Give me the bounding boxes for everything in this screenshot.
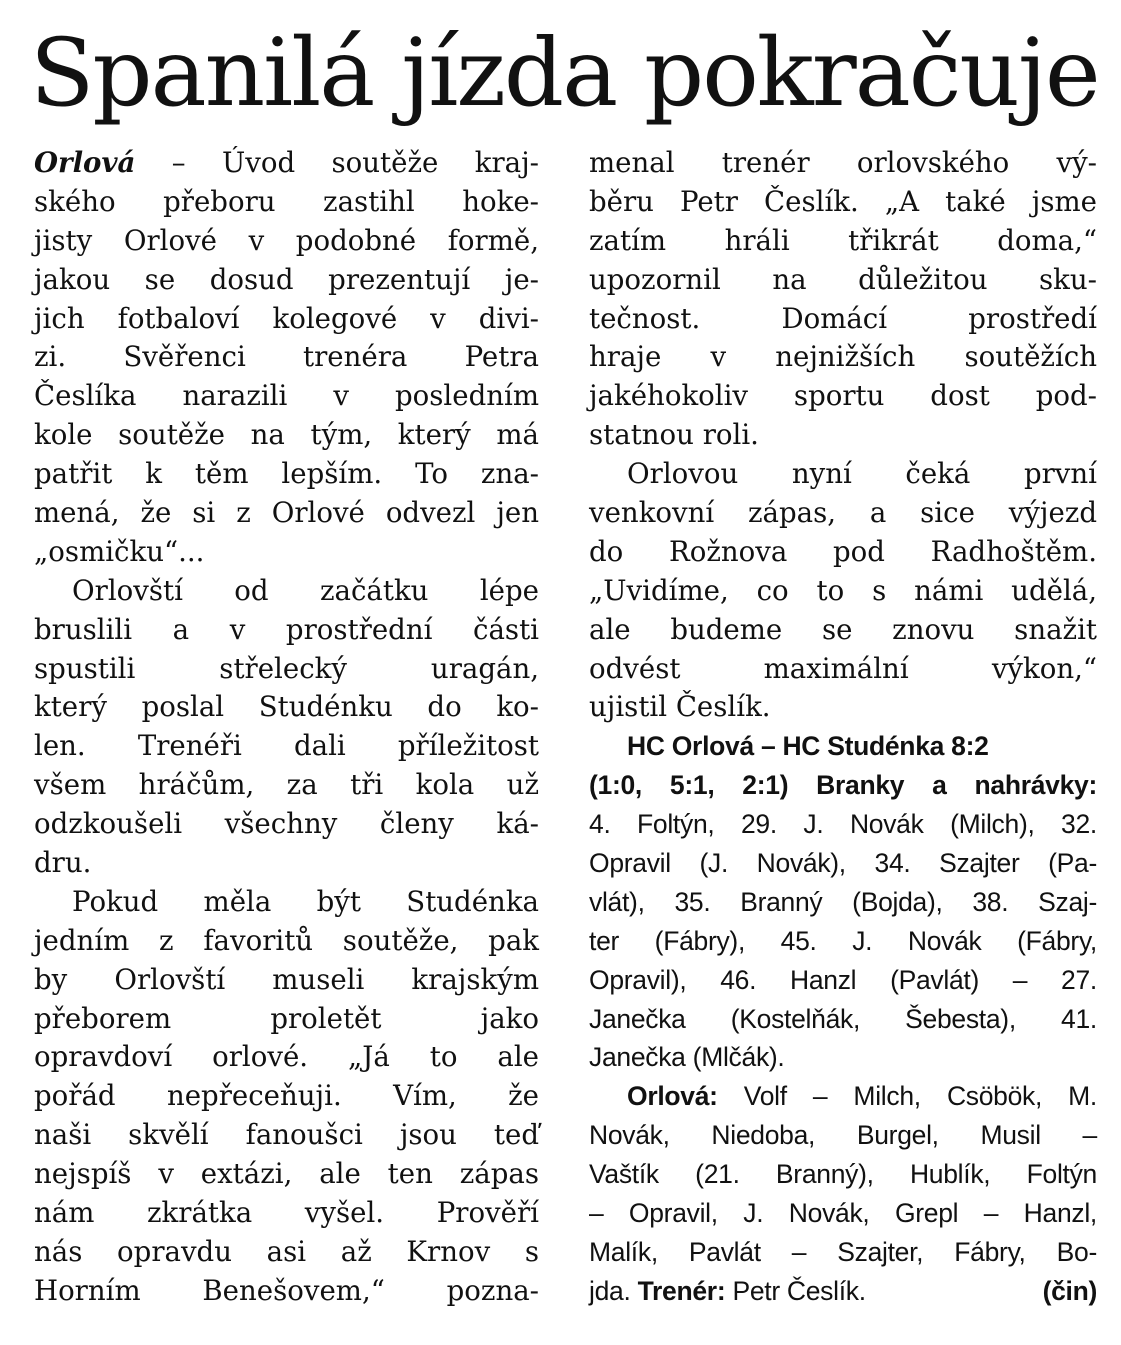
text-line: dru. [34,846,92,880]
text-line: Orlovští od začátku lépe [72,573,539,607]
text-line: jisty Orlové v podobné formě, [34,223,539,257]
text-line: všem hráčům, za tři kola už [34,768,539,802]
right-column-text [589,144,1097,727]
text-line: spustili střelecký uragán, [34,651,539,685]
right-column [589,144,1097,1311]
text-line: ale budeme se znovu snažit [589,612,1097,646]
text-line: jedním z favoritů soutěže, pak [34,923,539,957]
text-line: nás opravdu asi až Krnov s [34,1234,539,1268]
text-line: jakou se dosud prezentují je- [34,262,539,296]
text-line: zi. Svěřenci trenéra Petra [34,340,539,374]
text-line: statnou roli. [589,418,759,452]
coach-name: Petr Česlík. [732,1275,866,1306]
text-line: jich fotbaloví kolegové v divi- [34,301,539,335]
lineup-line: Malík, Pavlát – Szajter, Fábry, Bo- [589,1236,1097,1267]
lineup-last-line [589,1272,1097,1311]
text-line: Orlovou nyní čeká první [627,457,1097,491]
dateline-text: – Úvod soutěže kraj- [135,146,539,179]
text-line: přeborem proletět jako [34,1001,539,1035]
text-line: „osmičku“... [34,534,205,568]
text-line: (1:0, 5:1, 2:1) Branky a nahrávky: [589,770,1097,801]
text-line: upozornil na důležitou sku- [589,262,1097,296]
text-line: naši skvělí fanoušci jsou teď [34,1118,539,1152]
match-result-box [589,727,1097,1077]
text-line: mená, že si z Orlové odvezl jen [34,496,539,530]
text-line: Pokud měla být Studénka [72,884,539,918]
team-lineup [589,1077,1097,1271]
text-line: který poslal Studénku do ko- [34,690,539,724]
text-line: 4. Foltýn, 29. J. Novák (Milch), 32. [589,809,1097,840]
text-line: tečnost. Domácí prostředí [589,301,1097,335]
text-line: opravdoví orlové. „Já to ale [34,1040,539,1074]
text-line: nám zkrátka vyšel. Prověří [34,1196,539,1230]
text-line: hraje v nejnižších soutěžích [589,340,1097,374]
text-line: Janečka (Kostelňák, Šebesta), 41. [589,1003,1097,1034]
text-line: vlát), 35. Branný (Bojda), 38. Szaj- [589,886,1097,917]
text-line: len. Trenéři dali příležitost [34,729,539,763]
text-line: venkovní zápas, a sice výjezd [589,496,1097,530]
text-line: pořád nepřeceňuji. Vím, že [34,1079,539,1113]
lineup-players: Volf – Milch, Csöbök, M. [717,1081,1097,1112]
text-line: „Uvidíme, co to s námi udělá, [589,573,1097,607]
text-line: odvést maximální výkon,“ [589,651,1097,685]
text-line: běru Petr Česlík. „A také jsme [589,184,1097,218]
text-line: ského přeboru zastihl hoke- [34,184,539,218]
author-credit: (čin) [1042,1275,1097,1306]
text-line: bruslili a v prostřední části [34,612,539,646]
text-line: by Orlovští museli krajským [34,962,539,996]
text-line: zatím hráli třikrát doma,“ [589,223,1097,257]
text-line: Janečka (Mlčák). [589,1042,785,1073]
text-line: Horním Benešovem,“ pozna- [34,1273,539,1307]
article-headline: Spanilá jízda pokračuje [30,19,1099,128]
text-line: odzkoušeli všechny členy ká- [34,807,539,841]
text-line: do Rožnova pod Radhoštěm. [589,534,1097,568]
lineup-last-start: jda. [589,1275,631,1306]
lineup-line: Vaštík (21. Branný), Hublík, Foltýn [589,1159,1097,1190]
text-line: Opravil), 46. Hanzl (Pavlát) – 27. [589,964,1097,995]
text-line: jakéhokoliv sportu dost pod- [589,379,1097,413]
text-line: Česlíka narazili v posledním [34,379,539,413]
text-line: nejspíš v extázi, ale ten zápas [34,1157,539,1191]
coach-label: Trenér: [637,1275,726,1306]
text-line [34,144,539,183]
text-line: ujistil Česlík. [589,690,771,724]
text-line: ter (Fábry), 45. J. Novák (Fábry, [589,925,1097,956]
text-line: kole soutěže na tým, který má [34,418,539,452]
left-column [34,144,539,1311]
text-line: patřit k těm lepším. To zna- [34,457,539,491]
text-line: HC Orlová – HC Studénka 8:2 [627,731,989,762]
text-line: Opravil (J. Novák), 34. Szajter (Pa- [589,848,1097,879]
lineup-line: – Opravil, J. Novák, Grepl – Hanzl, [589,1198,1097,1229]
lineup-team-label: Orlová: [627,1081,718,1112]
text-line: menal trenér orlovského vý- [589,146,1097,179]
lineup-line [589,1077,1097,1116]
lineup-line: Novák, Niedoba, Burgel, Musil – [589,1120,1097,1151]
dateline-place: Orlová [34,146,136,179]
